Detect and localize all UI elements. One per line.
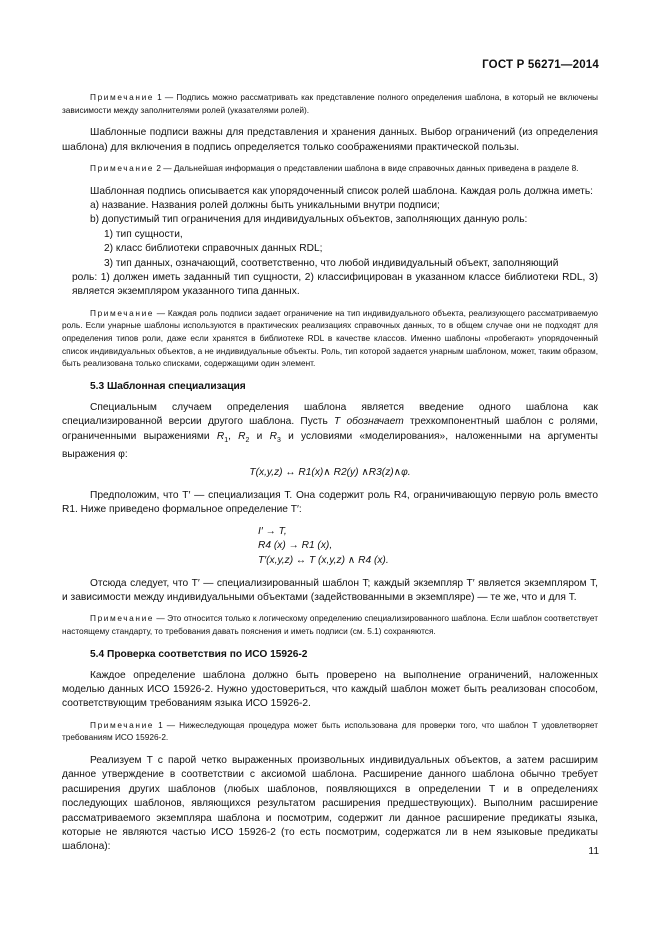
sub-item-1: 1) тип сущности, [104,228,183,240]
note-label: Примечание [90,92,155,102]
note-label: Примечание [90,613,155,624]
note-label: Примечание [90,719,155,730]
note-1: Примечание 1 — Подпись можно рассматривать как представление полного определения шаблона, в который не включены зависимости между заполнителями ролей (указателями ролей). [62,92,598,115]
standard-header: ГОСТ Р 56271—2014 [482,59,599,71]
sub-item-2: 2) класс библиотеки справочных данных RDL; [104,243,323,255]
section-heading-5-3: 5.3 Шаблонная специализация [90,380,246,392]
paragraph: Реализуем T с парой четко выраженных произвольных индивидуальных объектов, а затем расширим данное утверждение в соответствии с аксиомой шаблона. Расширение данного шаблона обычно требует расширения других шаблонов (любых шаблонов, появляющихся в определении T и в определениях последующих шаблонов, являющихся результатом расширения предшествующих). Выполним расширение рассматриваемого экземпляра шаблона и посмотрим, содержит ли данное расширение предикаты языка, которые не являются частью ИСО 15926-2 (то есть посмотрим, содержатся ли в нем языковые предикаты шаблона): [62,754,598,853]
formula-line: T′(x,y,z) ↔ T (x,y,z) ∧ R4 (x). [258,554,389,566]
paragraph: Каждое определение шаблона должно быть проверено на выполнение ограничений, наложенных моделью данных ИСО 15926-2. Нужно удостовериться, что каждый шаблон может быть реализован способом, соответствующим требованиям языка ИСО 15926-2. [62,669,598,710]
paragraph: Специальным случаем определения шаблона является введение одного шаблона как специализированной версии другого шаблона. Пусть T обозначает трехкомпонентный шаблон с ролями, ограниченными выражениями $R_1$, $R_2$ и $R_3$ и условиями «моделирования», наложенными на аргументы выражения φ: [62,401,598,461]
note-label: Примечание [90,307,155,318]
formula-line: R4 (x) → R1 (x), [258,540,333,552]
sub-item-3: 3) тип данных, означающий, соответственно, что любой индивидуальный объект, заполняющий [104,257,559,269]
page-number: 11 [588,846,599,857]
list-item-b: b) допустимый тип ограничения для индивидуальных объектов, заполняющих данную роль: [90,214,528,226]
paragraph: Шаблонные подписи важны для представления и хранения данных. Выбор ограничений (из определения шаблона) для включения в подпись определяется только соображениями практической пользы. [62,127,598,153]
paragraph: Отсюда следует, что T′ — специализированный шаблон T; каждый экземпляр T′ является экземпляром T, и зависимости между индивидуальными объектами (задействованными в экземпляре) — те же, что и для T. [62,577,598,603]
note-label: Примечание [90,163,155,173]
note-3: Примечание — Каждая роль подписи задает ограничение на тип индивидуального объекта, реализующего рассматриваемую роль. Если унарные шаблоны используются в практических реализациях справочных данных, то в общем случае они не подходят для определения типов роли, даже если хранятся в библиотеке RDL в качестве классов. Именно шаблоны «пробегают» упорядоченный список индивидуальных объектов, а не индивидуальные объекты. Роль, тип которой задается унарным шаблоном, может, таким образом, быть реализована только списками, содержащими один элемент. [62,307,598,369]
paragraph: Шаблонная подпись описывается как упорядоченный список ролей шаблона. Каждая роль должна иметь: [90,185,593,197]
sub-item-3-continuation: роль: 1) должен иметь заданный тип сущности, 2) классифицирован в указанном классе библиотеки RDL, 3) является экземпляром указанного типа данных. [72,272,598,298]
note-2: Примечание 2 — Дальнейшая информация о представлении шаблона в виде справочных данных приведена в разделе 8. [90,163,579,173]
list-item-a: a) название. Названия ролей должны быть уникальными внутри подписи; [90,200,440,211]
formula-template-definition: T(x,y,z) ↔ R1(x)∧ R2(y) ∧R3(z)∧φ. [249,467,411,479]
note-4: Примечание — Это относится только к логическому определению специализированного шаблона. Если шаблон соответствует настоящему стандарту, то требования давать пояснения и иметь подписи (см. 5.1) сохраняются. [62,613,598,636]
note-5: Примечание 1 — Нижеследующая процедура может быть использована для проверки того, что шаблон T удовлетворяет требованиям ИСО 15926-2. [62,719,598,743]
formula-specialization [258,525,598,569]
paragraph: Предположим, что T′ — специализация T. Она содержит роль R4, ограничивающую первую роль вместо R1. Ниже приведено формальное определение T′: [62,489,598,516]
page-content [62,91,598,862]
section-heading-5-4: 5.4 Проверка соответствия по ИСО 15926-2 [90,648,308,660]
formula-line: I′ → T, [258,525,287,537]
